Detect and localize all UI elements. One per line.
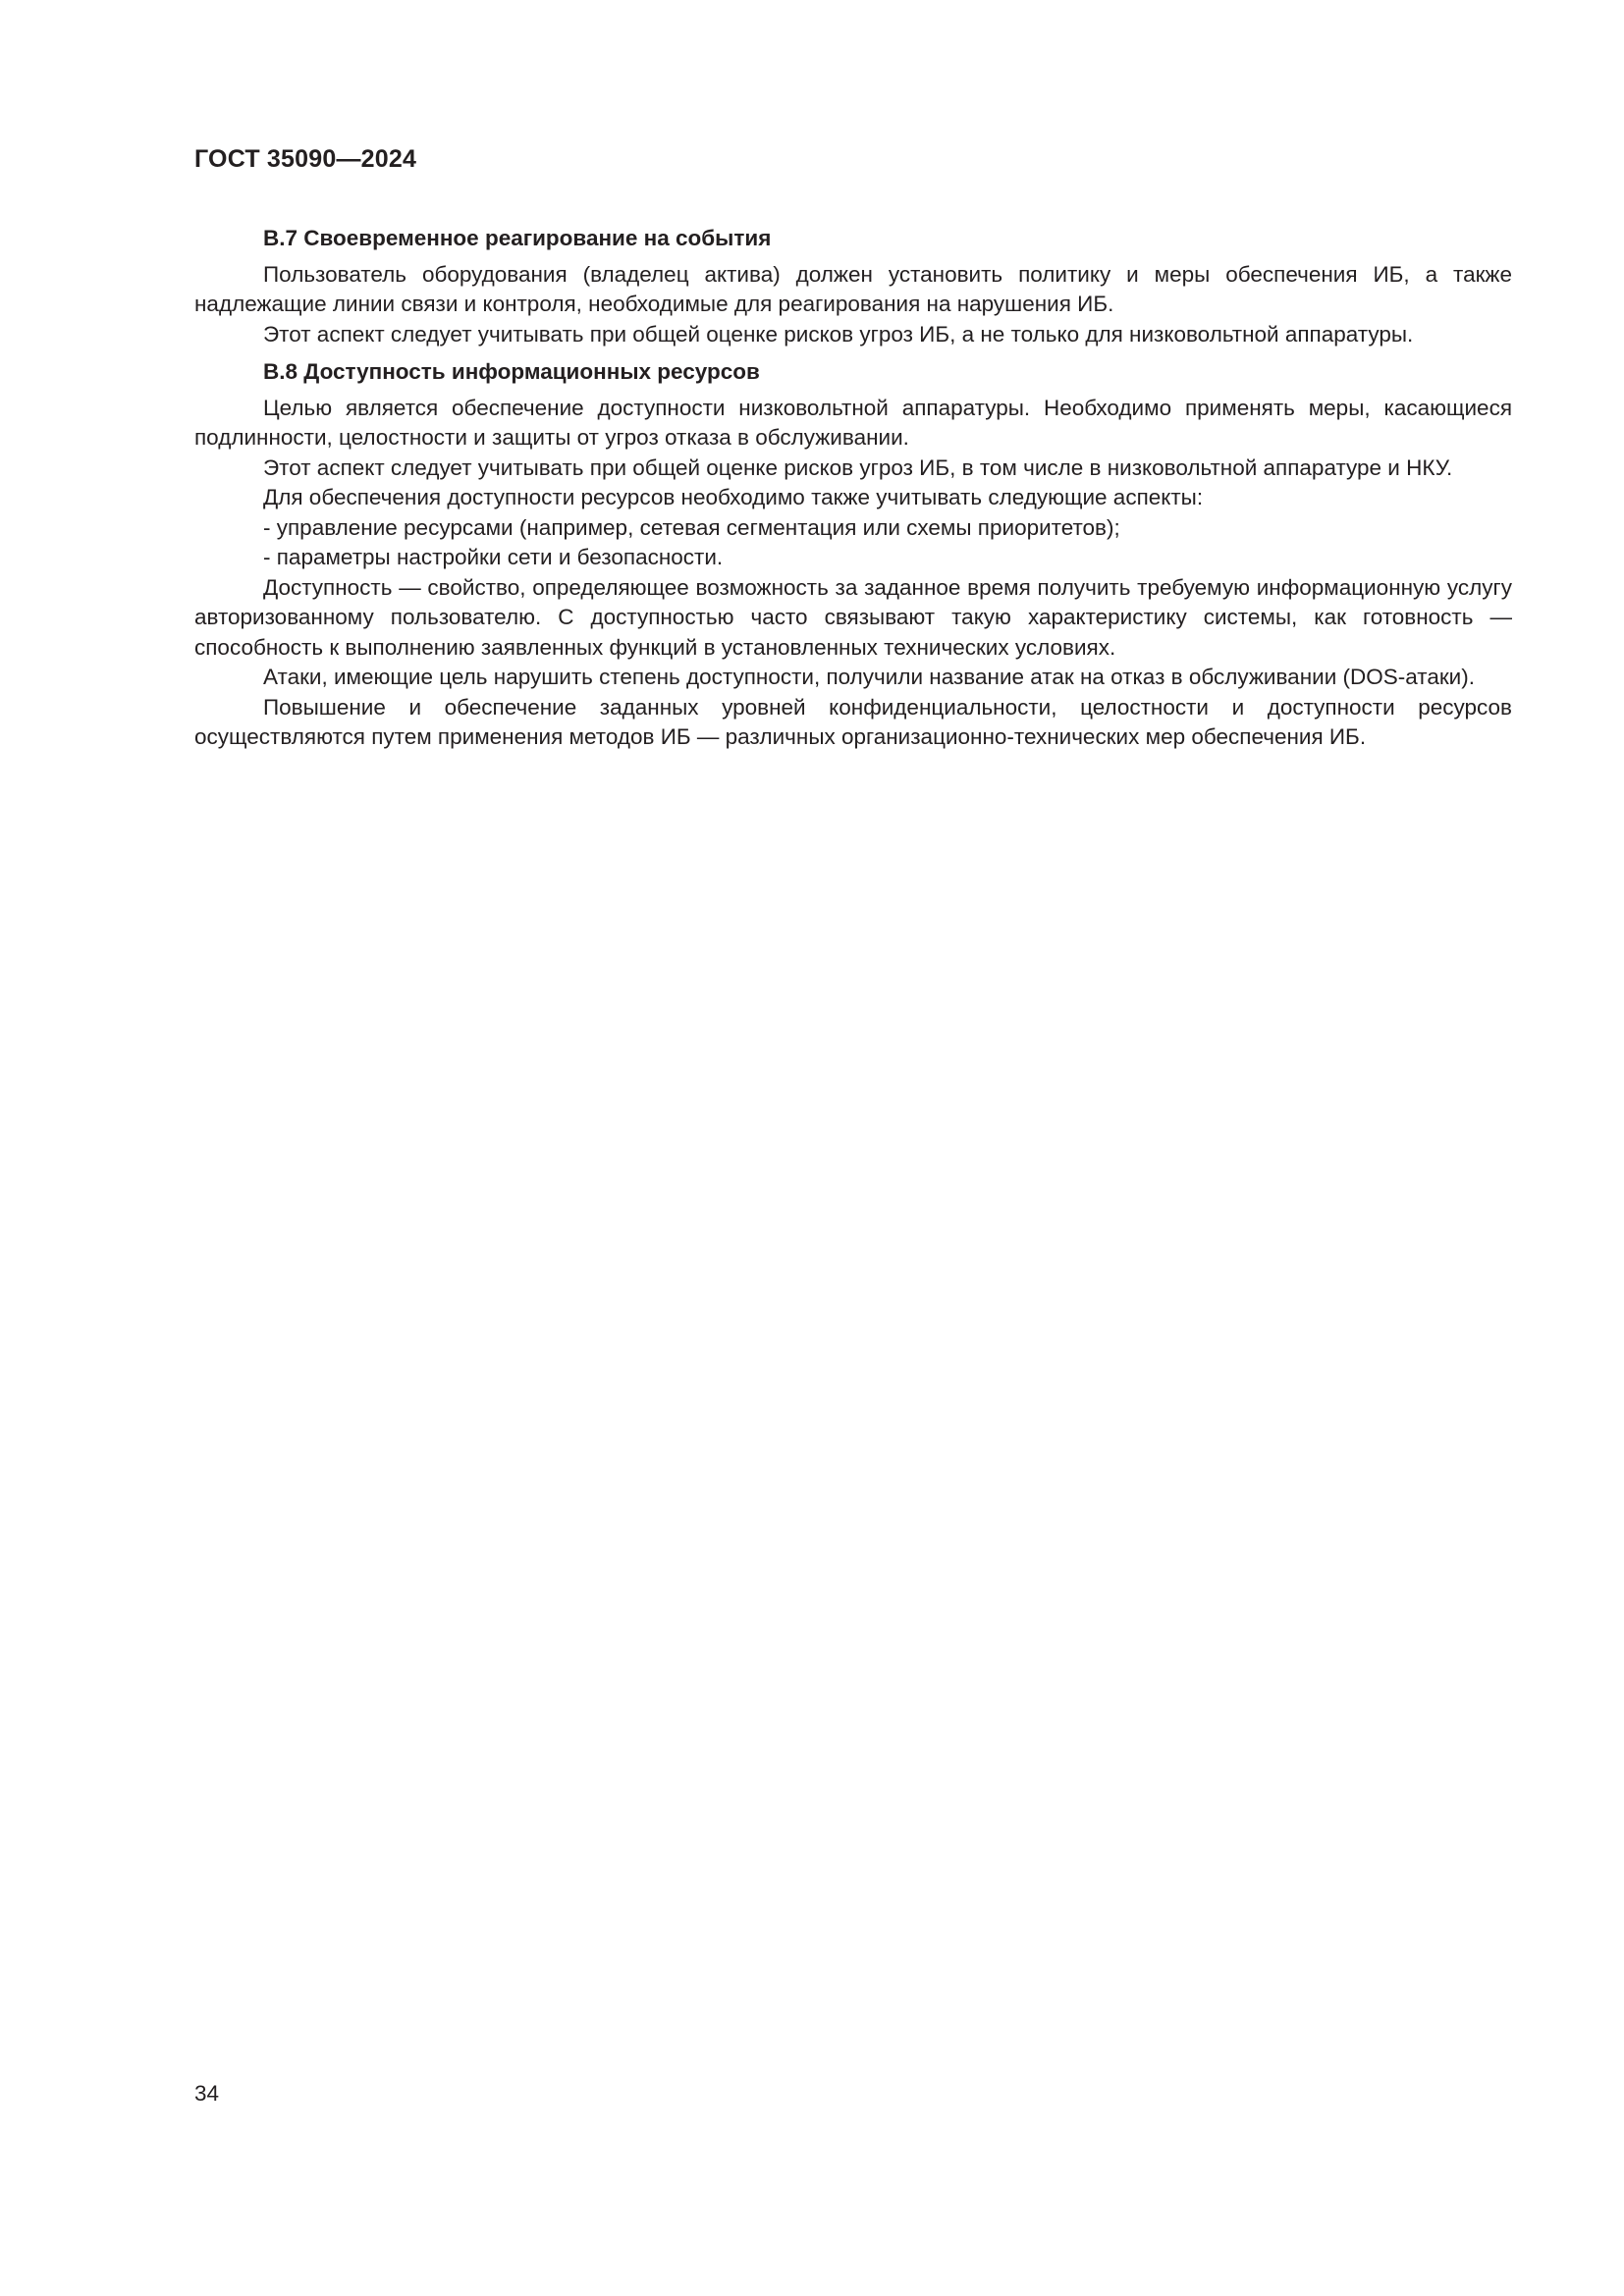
list-item: - управление ресурсами (например, сетевая сегментация или схемы приоритетов); <box>263 514 1120 540</box>
paragraph: Атаки, имеющие цель нарушить степень доступности, получили название атак на отказ в обслуживании (DOS-атаки). <box>263 665 1475 689</box>
document-header: ГОСТ 35090—2024 <box>194 145 417 173</box>
paragraph: Этот аспект следует учитывать при общей оценке рисков угроз ИБ, в том числе в низковольтной аппаратуре и НКУ. <box>263 454 1453 480</box>
paragraph: Целью является обеспечение доступности низковольтной аппаратуры. Необходимо применять меры, касающиеся подлинности, целостности и защиты от угроз отказа в обслуживании. <box>194 395 1512 450</box>
list-item: - параметры настройки сети и безопасности. <box>263 545 724 569</box>
paragraph: Повышение и обеспечение заданных уровней конфиденциальности, целостности и доступности ресурсов осуществляются путем применения методов ИБ — различных организационно-технических мер обеспечения ИБ. <box>194 694 1512 749</box>
section-heading-b7: В.7 Своевременное реагирование на события <box>263 226 772 250</box>
paragraph: Этот аспект следует учитывать при общей оценке рисков угроз ИБ, а не только для низковольтной аппаратуры. <box>263 321 1414 347</box>
page-number: 34 <box>194 2081 220 2106</box>
document-body <box>194 224 1512 753</box>
section-heading-b8: В.8 Доступность информационных ресурсов <box>263 359 760 384</box>
paragraph: Для обеспечения доступности ресурсов необходимо также учитывать следующие аспекты: <box>263 485 1204 509</box>
paragraph: Пользователь оборудования (владелец актива) должен установить политику и меры обеспечения ИБ, а также надлежащие линии связи и контроля, необходимые для реагирования на нарушения ИБ. <box>194 261 1512 316</box>
paragraph: Доступность — свойство, определяющее возможность за заданное время получить требуемую информационную услугу авторизованному пользователю. С доступностью часто связывают такую характеристику системы, как готовность — способность к выполнению заявленных функций в установленных технических условиях. <box>194 574 1512 660</box>
